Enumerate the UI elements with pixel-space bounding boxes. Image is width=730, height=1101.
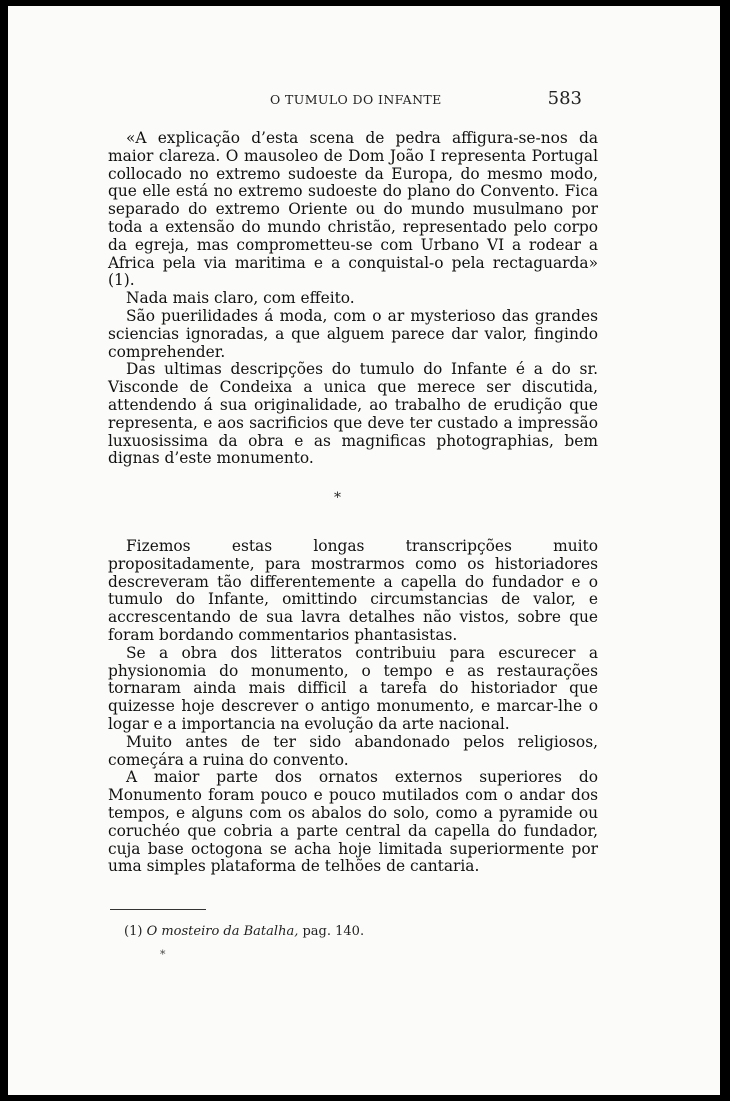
ink-speck: * xyxy=(160,948,166,961)
paragraph: Fizemos estas longas transcripções muito propositadamente, para mostrarmos como os historiadores descreveram tão differentemente a capella do fundador e o tumulo do Infante, omittindo circumstancias de valor, e accrescentando de sua lavra detalhes não vistos, sobre que foram bordando commentarios phantasistas. xyxy=(108,537,598,644)
paragraph: São puerilidades á moda, com o ar mysterioso das grandes sciencias ignoradas, a que alguem parece dar valor, fingindo comprehender. xyxy=(108,306,598,361)
footnote-title: O mosteiro da Batalha, xyxy=(146,924,299,939)
text-block-top xyxy=(108,130,598,468)
paragraph: «A explicação d’esta scena de pedra affigura-se-nos da maior clareza. O mausoleo de Dom João I representa Portugal collocado no extremo sudoeste da Europa, do mesmo modo, que elle está no extremo sudoeste do plano do Convento. Fica separado do extremo Oriente ou do mundo musulmano por toda a extensão do mundo christão, representado pelo corpo da egreja, mas comprometteu-se com Urbano VI a rodear a Africa pela via maritima e a conquistal-o pela rectaguarda» (1). xyxy=(108,129,598,290)
footnote-ref: pag. 140. xyxy=(302,924,365,939)
book-page xyxy=(8,6,720,1095)
paragraph: Nada mais claro, com effeito. xyxy=(126,289,355,308)
footnote xyxy=(124,924,364,939)
text-block-bottom xyxy=(108,538,598,876)
section-separator: * xyxy=(334,490,341,506)
paragraph: Das ultimas descripções do tumulo do Infante é a do sr. Visconde de Condeixa a unica que merece ser discutida, attendendo á sua originalidade, ao trabalho de erudição que representa, e aos sacrificios que deve ter custado a impressão luxuosissima da obra e as magnificas photographias, bem dignas d’este monumento. xyxy=(108,360,598,468)
paragraph: Muito antes de ter sido abandonado pelos religiosos, começára a ruina do convento. xyxy=(108,732,598,769)
page-number: 583 xyxy=(547,88,582,109)
paragraph: Se a obra dos litteratos contribuiu para escurecer a physionomia do monumento, o tempo e as restaurações tornaram ainda mais difficil a tarefa do historiador que quizesse hoje descrever o antigo monumento, e marcar-lhe o logar e a importancia na evolução da arte nacional. xyxy=(108,643,598,733)
running-title: O TUMULO DO INFANTE xyxy=(270,92,442,107)
footnote-marker: (1) xyxy=(124,924,143,939)
footnote-rule xyxy=(110,909,206,910)
paragraph: A maior parte dos ornatos externos superiores do Monumento foram pouco e pouco mutilados com o andar dos tempos, e alguns com os abalos do solo, como a pyramide ou coruchéo que cobria a parte central da capella do fundador, cuja base octogona se acha hoje limitada superiormente por uma simples plataforma de telhões de cantaria. xyxy=(108,768,598,876)
